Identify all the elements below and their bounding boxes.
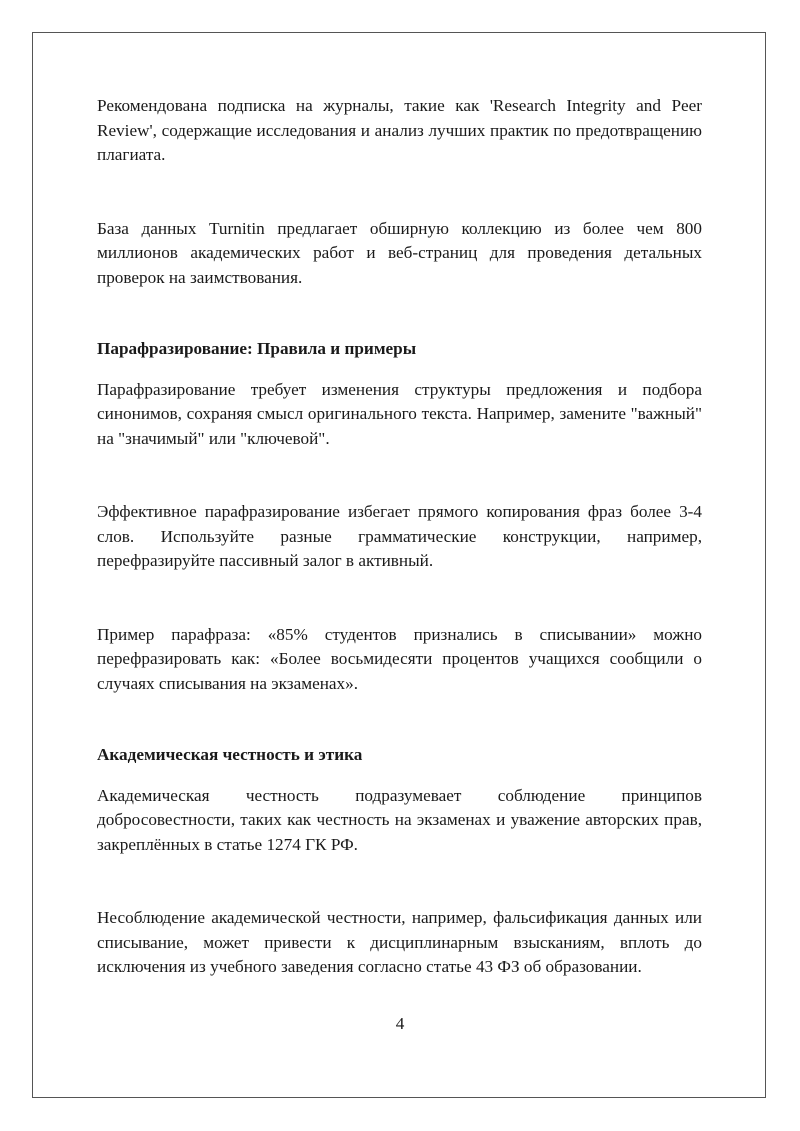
section-heading-academic-integrity: Академическая честность и этика [97, 745, 363, 764]
paragraph-turnitin: База данных Turnitin предлагает обширную коллекцию из более чем 800 миллионов академических работ и веб-страниц для проведения детальных проверок на заимствования. [97, 218, 702, 287]
paragraph-violations: Несоблюдение академической честности, например, фальсификация данных или списывание, может привести к дисциплинарным взысканиям, вплоть до исключения из учебного заведения согласно статье 43 ФЗ об образовании. [97, 908, 702, 976]
paragraph-journals: Рекомендована подписка на журналы, такие как 'Research Integrity and Peer Review', содержащие исследования и анализ лучших практик по предотвращению плагиата. [97, 96, 702, 164]
paragraph-effective-paraphrasing: Эффективное парафразирование избегает прямого копирования фраз более 3-4 слов. Используйте разные грамматические конструкции, например, перефразируйте пассивный залог в активный. [97, 502, 702, 570]
paragraph-paraphrase-example: Пример парафраза: «85% студентов признались в списывании» можно перефразировать как: «Более восьмидесяти процентов учащихся сообщили о случаях списывания на экзаменах». [97, 624, 702, 693]
page-number: 4 [395, 1014, 405, 1033]
paragraph-paraphrasing-rules: Парафразирование требует изменения структуры предложения и подбора синонимов, сохраняя смысл оригинального текста. Например, замените "важный" на "значимый" или "ключевой". [97, 379, 702, 448]
page-content [97, 94, 702, 980]
paragraph-academic-integrity: Академическая честность подразумевает соблюдение принципов добросовестности, таких как честность на экзаменах и уважение авторских прав, закреплённых в статье 1274 ГК РФ. [97, 785, 702, 854]
section-heading-paraphrasing: Парафразирование: Правила и примеры [97, 339, 417, 358]
